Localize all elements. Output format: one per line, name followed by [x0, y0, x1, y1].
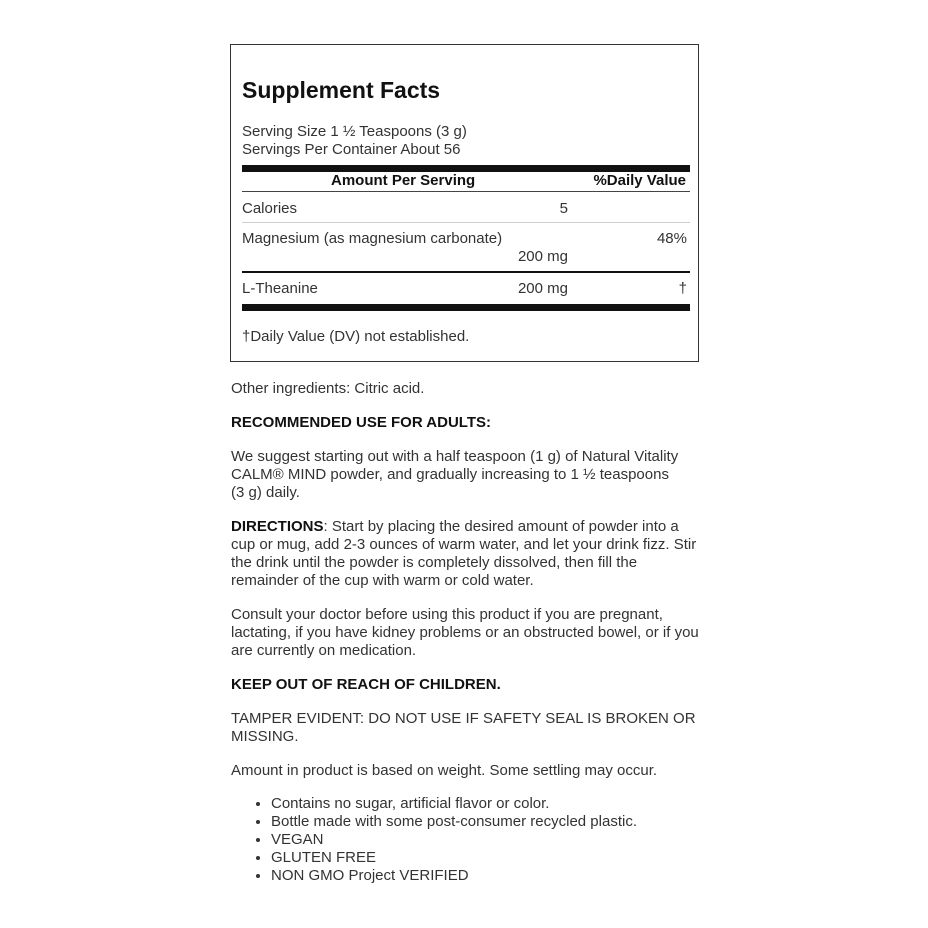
servings-per-container: Servings Per Container About 56 — [242, 141, 461, 158]
recommended-heading: RECOMMENDED USE FOR ADULTS: — [231, 414, 491, 431]
consult-warning: Consult your doctor before using this product if you are pregnant, lactating, if you have kidney problems or an obstructed bowel, or if you are currently on medication. — [231, 606, 699, 659]
list-item: • GLUTEN FREE — [271, 849, 637, 867]
header-amount-per-serving: Amount Per Serving — [331, 172, 476, 189]
facts-title: Supplement Facts — [242, 77, 441, 103]
list-item: • Contains no sugar, artificial flavor or color. — [271, 795, 637, 813]
recommended-body: We suggest starting out with a half teaspoon (1 g) of Natural Vitality CALM® MIND powder, and gradually increasing to 1 ½ teaspoons (3 g) daily. — [231, 448, 679, 501]
row-calories-amount: 5 — [559, 200, 568, 217]
row-theanine-name: L-Theanine — [242, 280, 318, 297]
facts-footnote: †Daily Value (DV) not established. — [242, 328, 470, 345]
row-theanine-dv: † — [678, 280, 687, 297]
divider-thick-top — [242, 165, 690, 172]
directions-label: DIRECTIONS — [231, 518, 324, 535]
tamper-warning: TAMPER EVIDENT: DO NOT USE IF SAFETY SEAL IS BROKEN OR MISSING. — [231, 710, 696, 745]
amount-note: Amount in product is based on weight. Some settling may occur. — [231, 762, 658, 779]
keep-out-warning: KEEP OUT OF REACH OF CHILDREN. — [231, 676, 501, 693]
header-daily-value: %Daily Value — [593, 172, 686, 189]
divider-row — [242, 222, 690, 223]
row-magnesium-dv: 48% — [656, 230, 687, 247]
list-item: • NON GMO Project VERIFIED — [271, 867, 637, 885]
supplement-facts-panel — [230, 44, 699, 362]
divider-row-bold — [242, 271, 690, 273]
row-theanine-amount: 200 mg — [517, 280, 568, 297]
other-ingredients: Other ingredients: Citric acid. — [231, 380, 425, 397]
row-magnesium-name: Magnesium (as magnesium carbonate) — [242, 230, 503, 247]
row-magnesium-amount: 200 mg — [517, 248, 568, 265]
divider-thick-bottom — [242, 304, 690, 311]
directions-body: : Start by placing the desired amount of powder into a cup or mug, add 2-3 ounces of warm water, and let your drink fizz. Stir the drink until the powder is completely dissolved, then fill the remainder of the cup with warm or cold water. — [231, 518, 697, 589]
divider-header — [242, 191, 690, 192]
row-calories-name: Calories — [242, 200, 298, 217]
directions — [231, 518, 701, 590]
list-item: • Bottle made with some post-consumer recycled plastic. — [271, 813, 637, 831]
features-list — [231, 795, 637, 885]
serving-size: Serving Size 1 ½ Teaspoons (3 g) — [242, 123, 467, 140]
list-item: • VEGAN — [271, 831, 637, 849]
